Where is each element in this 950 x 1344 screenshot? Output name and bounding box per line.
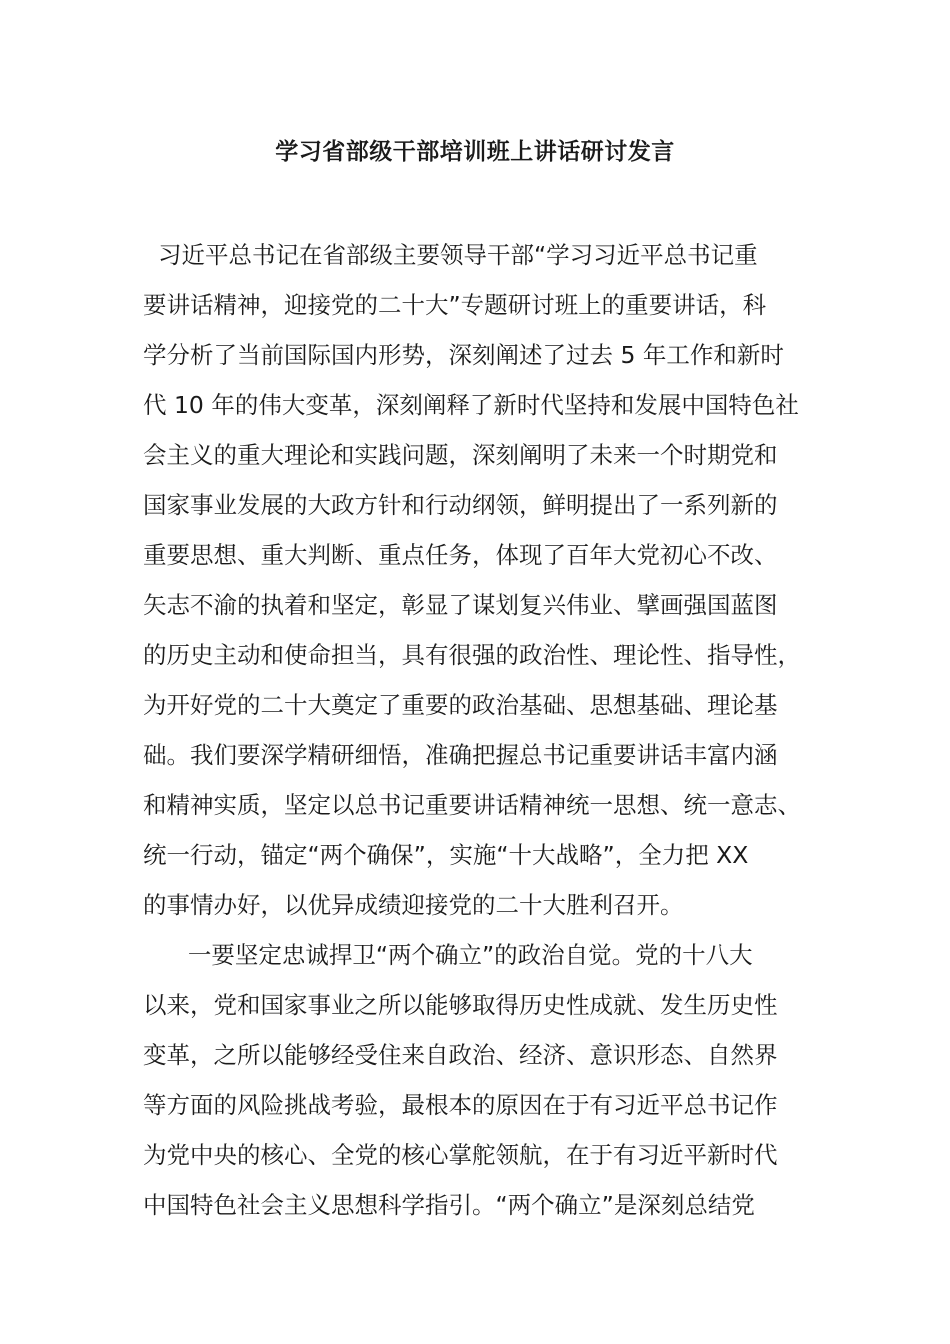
body-line: 中国特色社会主义思想科学指引。“两个确立”是深刻总结党 — [143, 1191, 755, 1219]
body-line: 等方面的风险挑战考验，最根本的原因在于有习近平总书记作 — [143, 1091, 778, 1119]
body-line: 础。我们要深学精研细悟，准确把握总书记重要讲话丰富内涵 — [143, 741, 778, 769]
body-line: 学分析了当前国际国内形势，深刻阐述了过去 5 年工作和新时 — [143, 341, 784, 369]
body-line: 习近平总书记在省部级主要领导干部“学习习近平总书记重 — [143, 241, 758, 269]
body-line: 重要思想、重大判断、重点任务，体现了百年大党初心不改、 — [143, 541, 778, 569]
body-line: 国家事业发展的大政方针和行动纲领，鲜明提出了一系列新的 — [143, 491, 778, 519]
body-line: 变革，之所以能够经受住来自政治、经济、意识形态、自然界 — [143, 1041, 778, 1069]
body-line: 的历史主动和使命担当，具有很强的政治性、理论性、指导性， — [143, 641, 801, 669]
body-line: 代 10 年的伟大变革，深刻阐释了新时代坚持和发展中国特色社 — [143, 391, 799, 419]
body-line: 为开好党的二十大奠定了重要的政治基础、思想基础、理论基 — [143, 691, 778, 719]
body-line: 矢志不渝的执着和坚定，彰显了谋划复兴伟业、擘画强国蓝图 — [143, 591, 778, 619]
body-line: 以来，党和国家事业之所以能够取得历史性成就、发生历史性 — [143, 991, 778, 1019]
body-line: 的事情办好，以优异成绩迎接党的二十大胜利召开。 — [143, 891, 684, 919]
document-title: 学习省部级干部培训班上讲话研讨发言 — [275, 139, 675, 165]
body-line: 为党中央的核心、全党的核心掌舵领航，在于有习近平新时代 — [143, 1141, 778, 1169]
document-body — [143, 230, 813, 1230]
body-line: 会主义的重大理论和实践问题，深刻阐明了未来一个时期党和 — [143, 441, 778, 469]
body-line: 一要坚定忠诚捍卫“两个确立”的政治自觉。党的十八大 — [143, 941, 753, 969]
body-line: 要讲话精神，迎接党的二十大”专题研讨班上的重要讲话，科 — [143, 291, 767, 319]
body-line: 统一行动，锚定“两个确保”，实施“十大战略”，全力把 XX — [143, 841, 749, 869]
body-line: 和精神实质，坚定以总书记重要讲话精神统一思想、统一意志、 — [143, 791, 801, 819]
